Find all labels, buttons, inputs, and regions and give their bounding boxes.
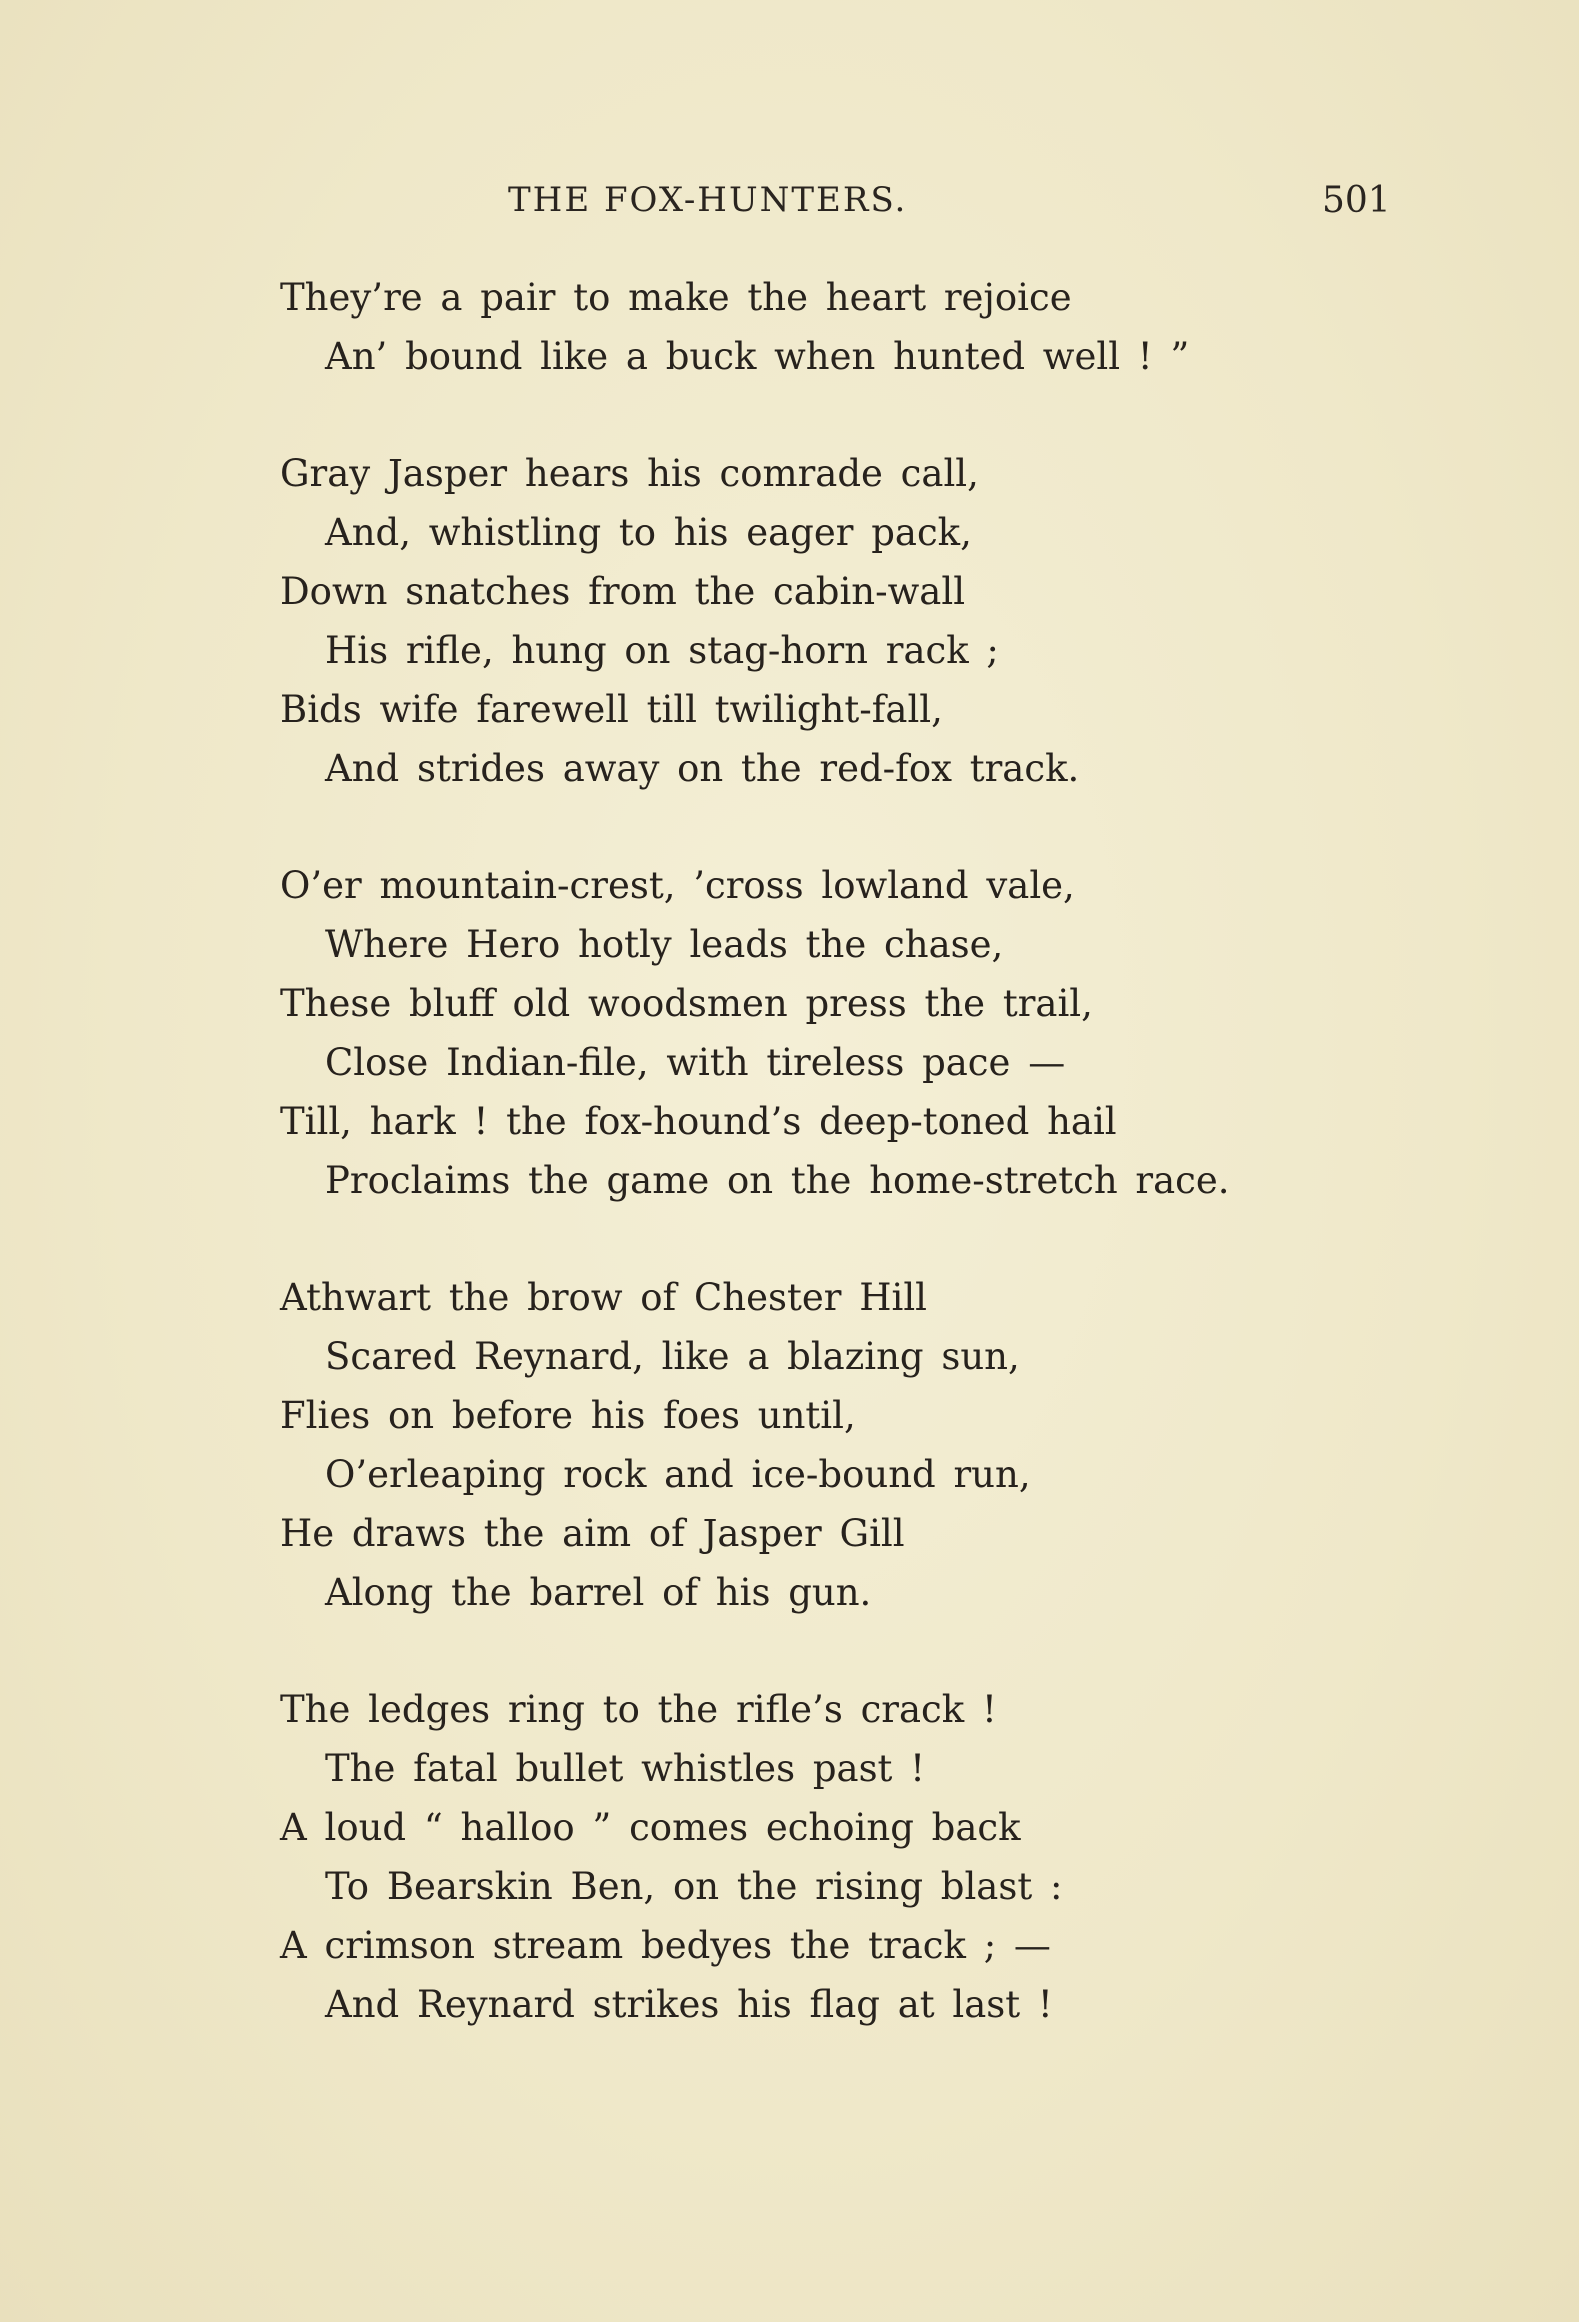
poem-line: Flies on before his foes until, [280, 1394, 856, 1437]
poem-line: The fatal bullet whistles past ! [325, 1747, 926, 1790]
poem-line: O’er mountain-crest, ’cross lowland vale, [280, 864, 1075, 907]
poem-line: O’erleaping rock and ice-bound run, [325, 1453, 1031, 1496]
poem-line: To Bearskin Ben, on the rising blast : [325, 1865, 1063, 1908]
poem-line: They’re a pair to make the heart rejoice [280, 276, 1072, 319]
poem-line: His rifle, hung on stag-horn rack ; [325, 629, 999, 672]
running-title: THE FOX-HUNTERS. [508, 180, 908, 220]
poem-line: He draws the aim of Jasper Gill [280, 1512, 905, 1555]
stanza-1 [280, 268, 1460, 386]
poem-line: Bids wife farewell till twilight-fall, [280, 688, 943, 731]
poem-line: And Reynard strikes his flag at last ! [325, 1983, 1053, 2026]
poem-line: And, whistling to his eager pack, [325, 511, 972, 554]
poem-line: Scared Reynard, like a blazing sun, [325, 1335, 1020, 1378]
poem-line: Along the barrel of his gun. [325, 1571, 872, 1614]
page-header [280, 180, 1391, 240]
poem-line: Down snatches from the cabin-wall [280, 570, 966, 613]
stanza-3 [280, 856, 1460, 1210]
poem-line: Athwart the brow of Chester Hill [280, 1276, 927, 1319]
poem-line: Where Hero hotly leads the chase, [325, 923, 1004, 966]
poem-line: These bluff old woodsmen press the trail, [280, 982, 1093, 1025]
poem-line: A loud “ halloo ” comes echoing back [280, 1806, 1021, 1849]
poem-line: An’ bound like a buck when hunted well ! ” [325, 335, 1190, 378]
poem-line: And strides away on the red-fox track. [325, 747, 1080, 790]
stanza-2 [280, 444, 1460, 798]
stanza-5 [280, 1680, 1460, 2034]
poem [280, 268, 1460, 2092]
poem-line: Gray Jasper hears his comrade call, [280, 452, 979, 495]
poem-line: Proclaims the game on the home-stretch race. [325, 1159, 1230, 1202]
poem-line: The ledges ring to the rifle’s crack ! [280, 1688, 997, 1731]
poem-line: Close Indian-file, with tireless pace — [325, 1041, 1066, 1084]
stanza-4 [280, 1268, 1460, 1622]
page-number: 501 [1322, 180, 1391, 221]
poem-line: Till, hark ! the fox-hound’s deep-toned hail [280, 1100, 1117, 1143]
poem-line: A crimson stream bedyes the track ; — [280, 1924, 1051, 1967]
